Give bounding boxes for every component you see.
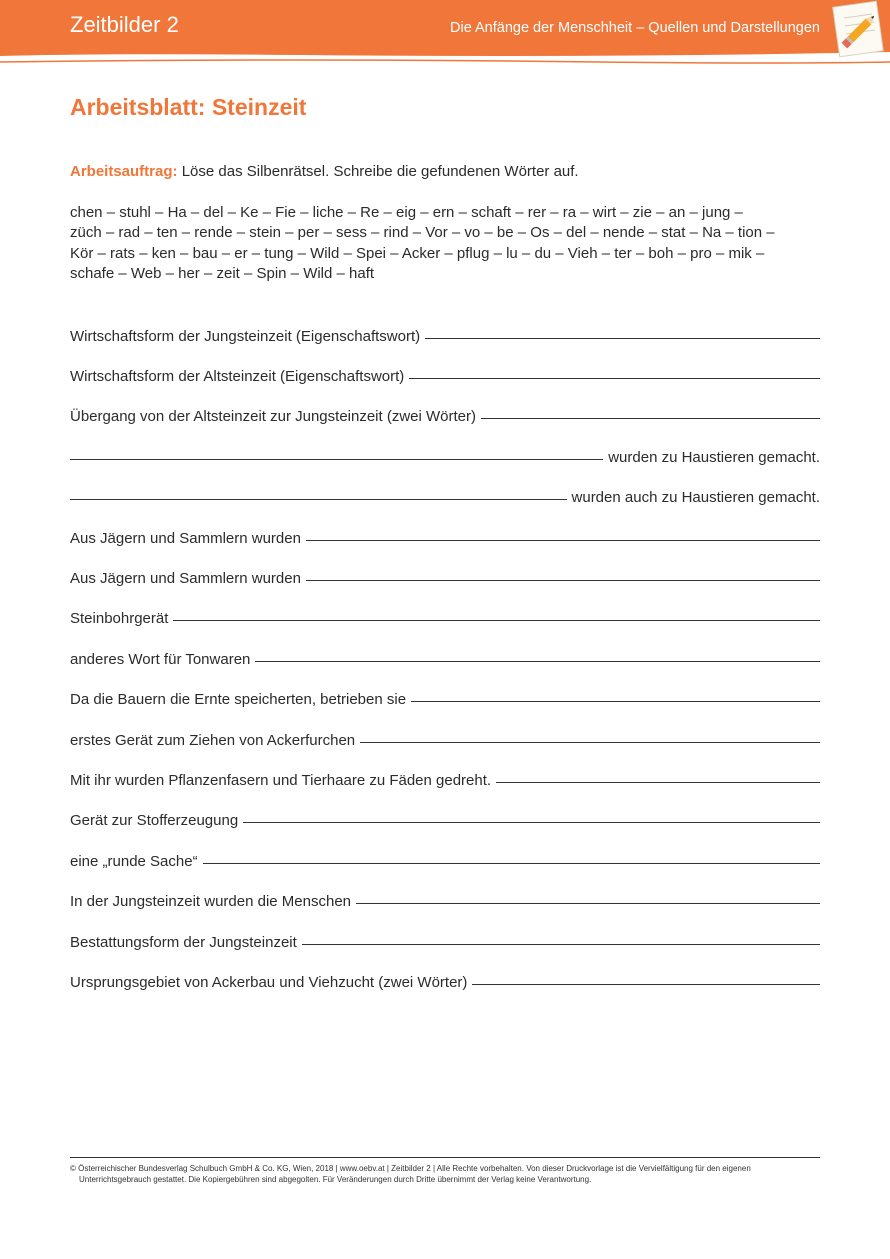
answer-line[interactable] [481, 418, 820, 419]
question-text: Mit ihr wurden Pflanzenfasern und Tierhaare zu Fäden gedreht. [70, 772, 492, 789]
page-title: Arbeitsblatt: Steinzeit [70, 94, 307, 120]
syllable-line: schafe – Web – her – zeit – Spin – Wild – haft [70, 264, 375, 282]
question-text: eine „runde Sache“ [70, 853, 198, 870]
question-text: Steinbohrgerät [70, 610, 169, 627]
question-text: Aus Jägern und Sammlern wurden [70, 530, 301, 547]
question-row [70, 605, 820, 627]
instruction-label: Arbeitsauftrag: [70, 163, 178, 180]
answer-line[interactable] [306, 540, 820, 541]
answer-line[interactable] [255, 661, 820, 662]
footer-line: © Österreichischer Bundesverlag Schulbuch GmbH & Co. KG, Wien, 2018 | www.oebv.at | Zeitbilder 2 | Alle Rechte vorbehalten. Von dieser Druckvorlage ist die Vervielfältigung für den eigenen [70, 1164, 751, 1173]
question-row [70, 888, 820, 910]
question-row [70, 444, 820, 466]
question-row [70, 727, 820, 749]
question-row [70, 848, 820, 870]
syllable-line: Kör – rats – ken – bau – er – tung – Wild – Spei – Acker – pflug – lu – du – Vieh – ter – boh – pro – mik – [70, 244, 765, 262]
answer-line[interactable] [425, 338, 820, 339]
question-row [70, 525, 820, 547]
pencil-icon [830, 0, 890, 58]
answer-line[interactable] [496, 782, 820, 783]
question-row [70, 969, 820, 991]
answer-line[interactable] [243, 822, 820, 823]
syllable-line: chen – stuhl – Ha – del – Ke – Fie – liche – Re – eig – ern – schaft – rer – ra – wirt – zie – an – jung – [70, 204, 743, 221]
answer-line[interactable] [173, 620, 820, 621]
question-row [70, 484, 820, 506]
question-text: Wirtschaftsform der Jungsteinzeit (Eigenschaftswort) [70, 328, 421, 345]
question-row [70, 646, 820, 668]
syllable-puzzle [70, 203, 830, 284]
question-row [70, 929, 820, 951]
syllable-line: züch – rad – ten – rende – stein – per – sess – rind – Vor – vo – be – Os – del – nende – stat – Na – tion – [70, 224, 775, 242]
answer-line[interactable] [203, 863, 820, 864]
question-text: wurden auch zu Haustieren gemacht. [571, 489, 820, 506]
answer-line[interactable] [409, 378, 820, 379]
question-text: In der Jungsteinzeit wurden die Menschen [70, 893, 352, 910]
page-header [0, 0, 890, 68]
answer-line[interactable] [70, 499, 567, 500]
instruction [70, 163, 579, 180]
question-text: Bestattungsform der Jungsteinzeit [70, 934, 297, 951]
answer-line[interactable] [356, 903, 820, 904]
question-text: erstes Gerät zum Ziehen von Ackerfurchen [70, 732, 356, 749]
question-text: wurden zu Haustieren gemacht. [608, 449, 820, 466]
instruction-text: Löse das Silbenrätsel. Schreibe die gefundenen Wörter auf. [181, 163, 579, 180]
question-row [70, 565, 820, 587]
answer-line[interactable] [472, 984, 820, 985]
question-text: Ursprungsgebiet von Ackerbau und Viehzucht (zwei Wörter) [70, 974, 468, 991]
question-row [70, 686, 820, 708]
question-text: Aus Jägern und Sammlern wurden [70, 570, 301, 587]
question-text: Wirtschaftsform der Altsteinzeit (Eigenschaftswort) [70, 368, 405, 385]
header-subtitle: Die Anfänge der Menschheit – Quellen und Darstellungen [450, 20, 820, 36]
answer-line[interactable] [306, 580, 820, 581]
footer-divider [70, 1157, 820, 1158]
answer-line[interactable] [70, 459, 603, 460]
brand-title: Zeitbilder 2 [70, 12, 179, 37]
answer-line[interactable] [302, 944, 820, 945]
copyright-footer [70, 1163, 820, 1185]
question-row [70, 403, 820, 425]
question-row [70, 807, 820, 829]
question-text: Da die Bauern die Ernte speicherten, betrieben sie [70, 691, 407, 708]
footer-line: Unterrichtsgebrauch gestattet. Die Kopiergebühren sind abgegolten. Für Veränderungen durch Dritte übernimmt der Verlag keine Verantwortung. [79, 1175, 592, 1184]
answer-line[interactable] [360, 742, 820, 743]
question-text: anderes Wort für Tonwaren [70, 651, 251, 668]
answer-line[interactable] [411, 701, 820, 702]
question-row [70, 323, 820, 345]
question-row [70, 767, 820, 789]
question-text: Übergang von der Altsteinzeit zur Jungsteinzeit (zwei Wörter) [70, 408, 477, 425]
question-text: Gerät zur Stofferzeugung [70, 812, 239, 829]
question-row [70, 363, 820, 385]
